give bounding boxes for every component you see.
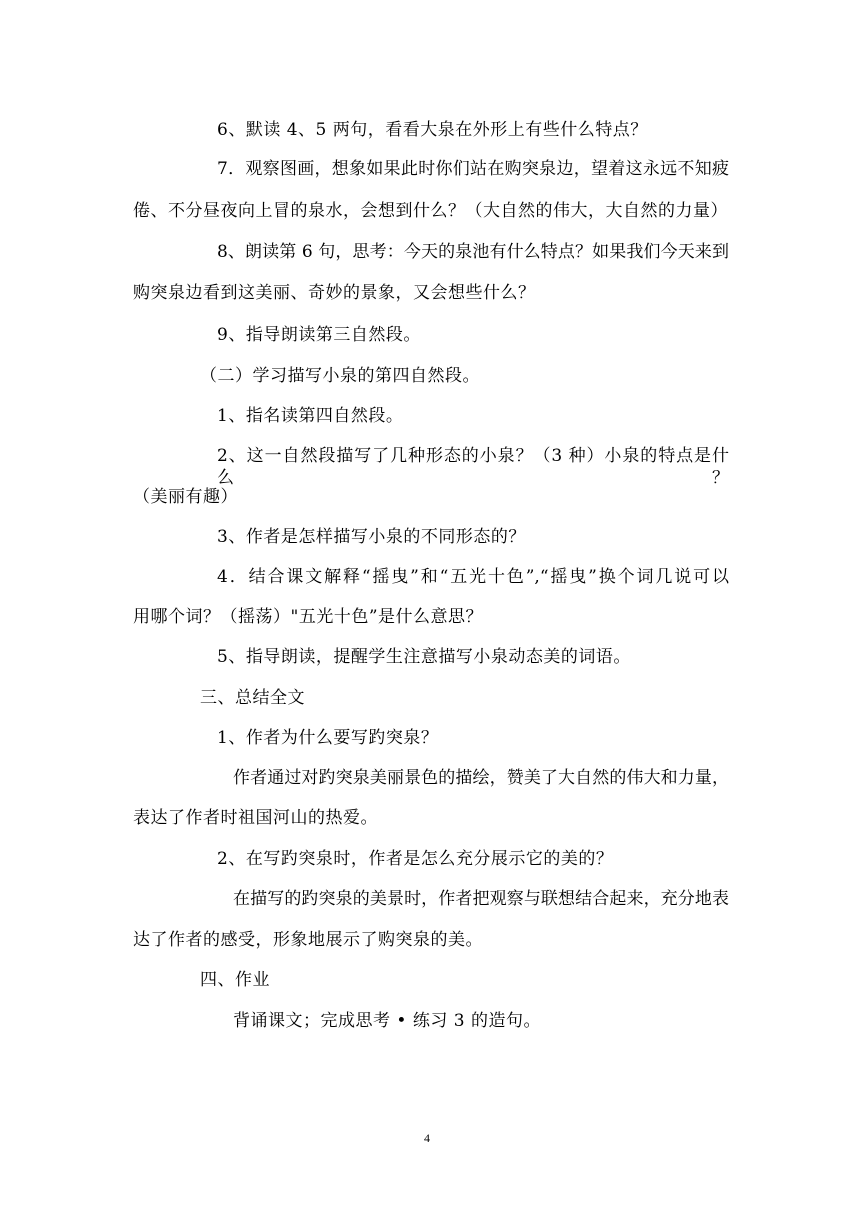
text-line: 1、作者为什么要写趵突泉？ [217,728,439,748]
text-line: 2、在写趵突泉时，作者是怎么充分展示它的美的？ [217,849,614,869]
text-line: 3、作者是怎样描写小泉的不同形态的？ [217,527,526,547]
text-line: 9、指导朗读第三自然段。 [217,325,421,345]
section-heading: 三、总结全文 [200,688,305,708]
text-line: 作者通过对趵突泉美丽景色的描绘，赞美了大自然的伟大和力量， [233,768,729,788]
text-line: 达了作者的感受，形象地展示了购突泉的美。 [133,930,483,950]
section-heading: （二）学习描写小泉的第四自然段。 [200,366,480,386]
text-line: 6、默读 4、5 两句，看看大泉在外形上有些什么特点？ [217,120,648,140]
text-line: 在描写的趵突泉的美景时，作者把观察与联想结合起来，充分地表 [233,889,729,909]
text-line: 2、这一自然段描写了几种形态的小泉？（3 种）小泉的特点是什么？ [217,446,729,488]
text-line: （美丽有趣） [133,487,238,507]
text-line: 8、朗读第 6 句，思考：今天的泉池有什么特点？如果我们今天来到 [217,242,729,262]
text-line: 背诵课文；完成思考 • 练习 3 的造句。 [233,1011,541,1031]
text-line: 表达了作者时祖国河山的热爱。 [133,808,378,828]
section-heading: 四、作业 [200,970,270,990]
text-line: 用哪个词？（摇荡）"五光十色”是什么意思？ [133,607,484,627]
text-line: 购突泉边看到这美丽、奇妙的景象，又会想些什么？ [133,283,536,303]
text-line: 1、指名读第四自然段。 [217,406,404,426]
text-line: 5、指导朗读，提醒学生注意描写小泉动态美的词语。 [217,647,631,667]
text-line: 倦、不分昼夜向上冒的泉水，会想到什么？（大自然的伟大，大自然的力量） [133,201,728,221]
text-line: 7．观察图画，想象如果此时你们站在购突泉边，望着这永远不知疲 [217,159,729,179]
text-line: 4．结合课文解释“摇曳”和“五光十色”,“摇曳”换个词几说可以 [217,567,729,587]
page-number: 4 [424,1131,430,1145]
